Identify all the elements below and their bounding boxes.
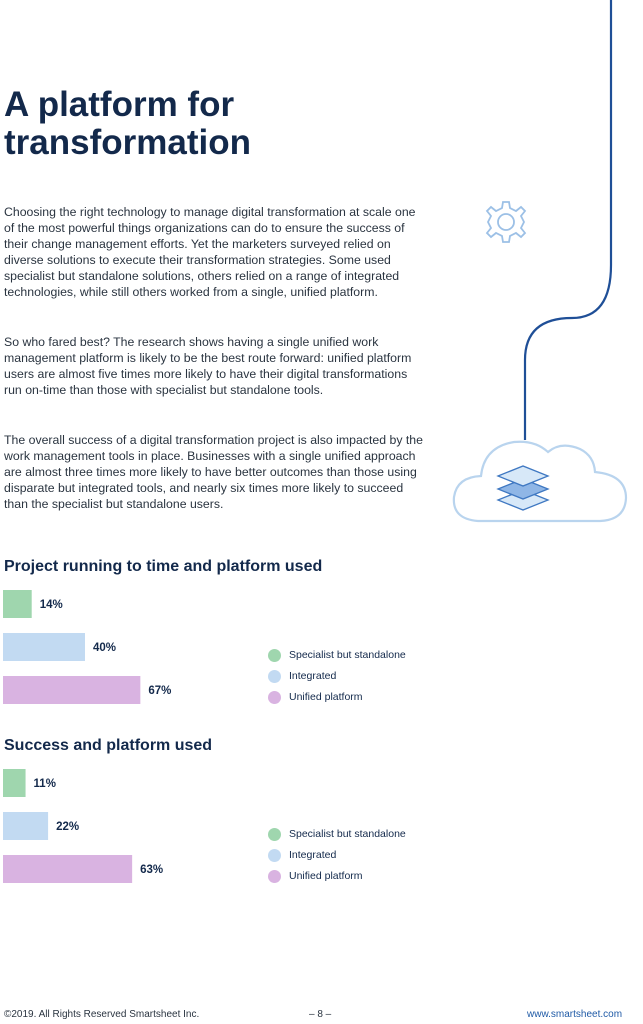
legend-label-specialist: Specialist but standalone <box>289 649 406 661</box>
legend-label-integrated: Integrated <box>289 670 337 682</box>
bar-label-specialist: 14% <box>39 599 63 611</box>
bar-integrated <box>3 812 48 840</box>
bar-label-integrated: 40% <box>93 642 117 654</box>
legend-label-unified: Unified platform <box>289 870 363 882</box>
legend-dot-unified <box>268 691 281 704</box>
footer-copyright: ©2019. All Rights Reserved Smartsheet Inc. <box>4 1009 200 1020</box>
legend-dot-integrated <box>268 670 281 683</box>
legend-dot-integrated <box>268 849 281 862</box>
legend-dot-specialist <box>268 828 281 841</box>
bar-unified <box>3 855 132 883</box>
legend-label-specialist: Specialist but standalone <box>289 828 406 840</box>
footer-website-link[interactable]: www.smartsheet.com <box>527 1009 623 1020</box>
chart-success-svg <box>0 767 260 897</box>
body-paragraph-3: The overall success of a digital transformation project is also impacted by the work management tools in place. Businesses with a single unified approach are almost three times more likely to have better outcomes than those using disparate but integrated tools, and nearly six times more likely to succeed than the specialist but standalone users. <box>4 433 423 511</box>
chart-on-time <box>0 588 643 718</box>
chart-title-on-time: Project running to time and platform used <box>4 558 323 575</box>
legend-dot-unified <box>268 870 281 883</box>
chart-on-time-svg <box>0 588 260 718</box>
bar-specialist <box>3 769 26 797</box>
bar-label-unified: 67% <box>148 685 172 697</box>
connector-line <box>525 0 611 440</box>
bar-unified <box>3 676 140 704</box>
legend-label-integrated: Integrated <box>289 849 337 861</box>
bar-integrated <box>3 633 85 661</box>
page-title: A platform for transformation <box>4 85 251 162</box>
bar-label-integrated: 22% <box>56 821 80 833</box>
bar-specialist <box>3 590 32 618</box>
chart-success <box>0 767 643 897</box>
chart-title-success: Success and platform used <box>4 737 213 754</box>
body-paragraph-2: So who fared best? The research shows having a single unified work management platform is likely to be the best route forward: unified platform users are almost five times more likely to have their digital transformations run on-time than those with specialist but standalone tools. <box>4 335 412 397</box>
legend-label-unified: Unified platform <box>289 691 363 703</box>
gear-icon <box>487 202 525 242</box>
cloud-icon <box>454 442 626 521</box>
bar-label-unified: 63% <box>140 864 164 876</box>
layers-icon <box>498 466 548 510</box>
bar-label-specialist: 11% <box>33 778 56 790</box>
footer-page-number: – 8 – <box>309 1009 332 1020</box>
legend-dot-specialist <box>268 649 281 662</box>
body-paragraph-1: Choosing the right technology to manage digital transformation at scale one of the most powerful things organizations can do to ensure the success of their change management efforts. Yet the marketers surveyed relied on diverse solutions to execute their transformation strategies. Some used specialist but standalone solutions, others relied on a range of integrated technologies, while still others worked from a single, unified platform. <box>4 205 416 299</box>
